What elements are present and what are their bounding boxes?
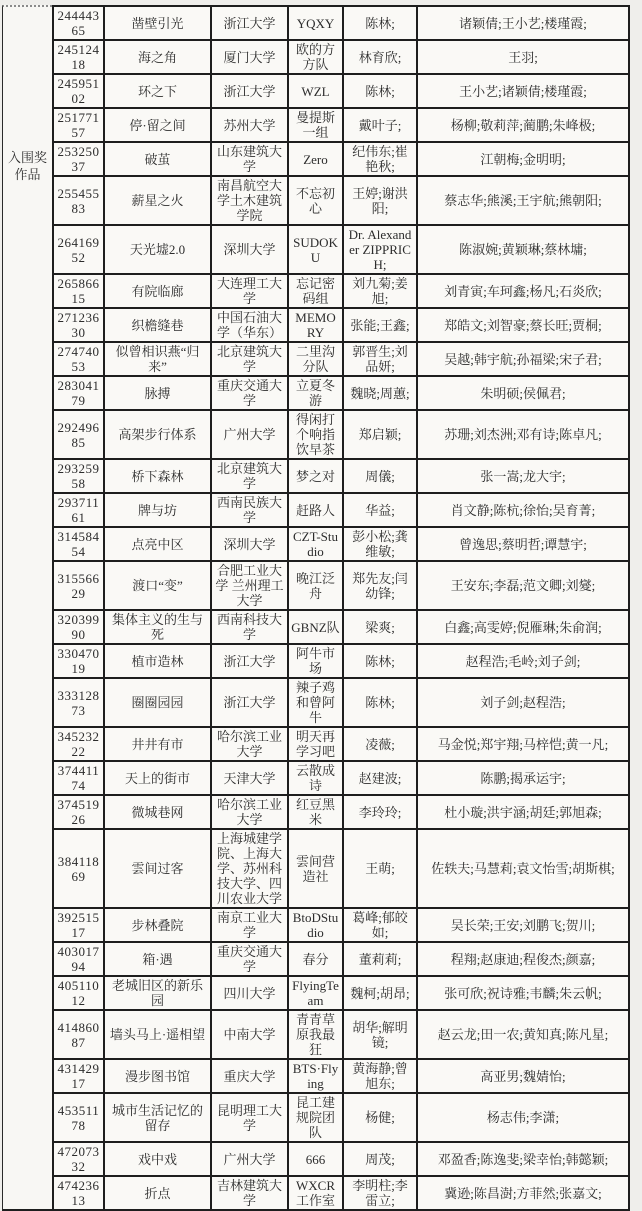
cell-work-title: 有院临廊	[104, 274, 211, 308]
cell-entry-id: 24444365	[53, 6, 104, 40]
cell-advisors: 赵建波;	[343, 761, 417, 795]
table-row	[53, 1176, 629, 1210]
cell-advisors: 李明柱;李雷立;	[343, 1176, 417, 1210]
cell-members: 蔡志华;熊溪;王宇航;熊朝阳;	[417, 176, 629, 225]
cell-university: 大连理工大学	[211, 274, 288, 308]
cell-work-title: 墙头马上·遥相望	[104, 1010, 211, 1059]
cell-team-name: 红豆黑米	[288, 795, 343, 829]
table-row	[53, 342, 629, 376]
cell-university: 广州大学	[211, 410, 288, 459]
cell-advisors: 陈林;	[343, 74, 417, 108]
cell-entry-id: 25545583	[53, 176, 104, 225]
cell-advisors: 周儀;	[343, 459, 417, 493]
cell-university: 重庆大学	[211, 1059, 288, 1093]
cell-advisors: 董莉莉;	[343, 942, 417, 976]
cell-entry-id: 47423613	[53, 1176, 104, 1210]
cell-team-name: 青青草原我最狂	[288, 1010, 343, 1059]
cell-entry-id: 31458454	[53, 527, 104, 561]
cell-entry-id: 34523222	[53, 727, 104, 761]
cell-work-title: 城市生活记忆的留存	[104, 1093, 211, 1142]
table-row	[53, 108, 629, 142]
cell-advisors: 郭晋生;刘品妍;	[343, 342, 417, 376]
table-row	[53, 527, 629, 561]
table-row	[53, 644, 629, 678]
cell-team-name: 云散成诗	[288, 761, 343, 795]
cell-advisors: 魏晓;周蕙;	[343, 376, 417, 410]
cell-entry-id: 24512418	[53, 40, 104, 74]
table-row	[53, 274, 629, 308]
cell-team-name: 阿牛市场	[288, 644, 343, 678]
cell-team-name: 曼提斯一组	[288, 108, 343, 142]
cell-university: 浙江大学	[211, 6, 288, 40]
cell-team-name: 忘记密码组	[288, 274, 343, 308]
cell-work-title: 折点	[104, 1176, 211, 1210]
table-row	[53, 1142, 629, 1176]
cell-entry-id: 25177157	[53, 108, 104, 142]
cell-university: 重庆交通大学	[211, 942, 288, 976]
document-sheet	[2, 5, 630, 1211]
cell-entry-id: 29371161	[53, 493, 104, 527]
cell-university: 南昌航空大学土木建筑学院	[211, 176, 288, 225]
table-row	[53, 459, 629, 493]
cell-members: 肖文静;陈杭;徐怡;吴育菁;	[417, 493, 629, 527]
cell-entry-id: 40301794	[53, 942, 104, 976]
cell-advisors: 李玲玲;	[343, 795, 417, 829]
cell-members: 王小艺;诸颖倩;楼瑾霞;	[417, 74, 629, 108]
table-row	[53, 40, 629, 74]
cell-advisors: 林育欣;	[343, 40, 417, 74]
cell-university: 厦门大学	[211, 40, 288, 74]
cell-advisors: 陈林;	[343, 678, 417, 727]
cell-advisors: 王婷;谢洪阳;	[343, 176, 417, 225]
cell-advisors: 梁爽;	[343, 610, 417, 644]
cell-team-name: 明天再学习吧	[288, 727, 343, 761]
table-row	[53, 561, 629, 610]
cell-team-name: 立夏冬游	[288, 376, 343, 410]
cell-team-name: 春分	[288, 942, 343, 976]
cell-members: 佐轶夫;马慧莉;袁文怡雪;胡斯棋;	[417, 829, 629, 908]
cell-team-name: 梦之对	[288, 459, 343, 493]
cell-entry-id: 33047019	[53, 644, 104, 678]
cell-members: 江朝梅;金明明;	[417, 142, 629, 176]
cell-entry-id: 45351178	[53, 1093, 104, 1142]
cell-entry-id: 38411869	[53, 829, 104, 908]
table-row	[53, 1010, 629, 1059]
cell-university: 山东建筑大学	[211, 142, 288, 176]
cell-work-title: 漫步图书馆	[104, 1059, 211, 1093]
cell-entry-id: 43142917	[53, 1059, 104, 1093]
table-row	[53, 376, 629, 410]
table-row	[53, 74, 629, 108]
cell-work-title: 雲间过客	[104, 829, 211, 908]
cell-team-name: BtoDStudio	[288, 908, 343, 942]
cell-entry-id: 26586615	[53, 274, 104, 308]
cell-team-name: BTS·Flying	[288, 1059, 343, 1093]
table-row	[53, 942, 629, 976]
cell-entry-id: 37451926	[53, 795, 104, 829]
table-row	[53, 829, 629, 908]
cell-members: 郑皓文;刘智豪;蔡长旺;贾桐;	[417, 308, 629, 342]
table-row	[53, 727, 629, 761]
cell-work-title: 植市造林	[104, 644, 211, 678]
cell-advisors: Dr. Alexander ZIPPRICH;	[343, 225, 417, 274]
cell-work-title: 桥下森林	[104, 459, 211, 493]
table-row	[53, 761, 629, 795]
cell-advisors: 杨健;	[343, 1093, 417, 1142]
cell-advisors: 张能;王鑫;	[343, 308, 417, 342]
cell-work-title: 环之下	[104, 74, 211, 108]
cell-work-title: 天光墟2.0	[104, 225, 211, 274]
cell-advisors: 郑先友;闫幼锋;	[343, 561, 417, 610]
cell-members: 高亚男;魏婧怡;	[417, 1059, 629, 1093]
cell-team-name: 辣子鸡和曾阿牛	[288, 678, 343, 727]
cell-entry-id: 33312873	[53, 678, 104, 727]
cell-university: 北京建筑大学	[211, 459, 288, 493]
table-row	[53, 6, 629, 40]
cell-university: 浙江大学	[211, 644, 288, 678]
table-row	[53, 795, 629, 829]
cell-team-name: 666	[288, 1142, 343, 1176]
cell-entry-id: 27474053	[53, 342, 104, 376]
cell-work-title: 渡口“变”	[104, 561, 211, 610]
cell-university: 北京建筑大学	[211, 342, 288, 376]
cell-team-name: Zero	[288, 142, 343, 176]
table-row	[53, 225, 629, 274]
cell-advisors: 王萌;	[343, 829, 417, 908]
table-row	[53, 308, 629, 342]
cell-advisors: 黄海静;曾旭东;	[343, 1059, 417, 1093]
cell-members: 赵程浩;毛岭;刘子剑;	[417, 644, 629, 678]
cell-advisors: 戴叶子;	[343, 108, 417, 142]
cell-members: 张一嵩;龙大宇;	[417, 459, 629, 493]
cell-team-name: WZL	[288, 74, 343, 108]
cell-entry-id: 37441174	[53, 761, 104, 795]
cell-university: 吉林建筑大学	[211, 1176, 288, 1210]
category-column	[2, 5, 52, 1211]
cell-university: 中国石油大学（华东）	[211, 308, 288, 342]
cell-advisors: 陈林;	[343, 644, 417, 678]
cell-entry-id: 41486087	[53, 1010, 104, 1059]
cell-team-name: 欧的方方队	[288, 40, 343, 74]
cell-team-name: 晚江泛舟	[288, 561, 343, 610]
cell-work-title: 高架步行体系	[104, 410, 211, 459]
cell-work-title: 老城旧区的新乐园	[104, 976, 211, 1010]
cell-members: 杨柳;敬莉萍;蔺鹏;朱峰极;	[417, 108, 629, 142]
cell-work-title: 似曾相识燕“归来”	[104, 342, 211, 376]
table-row	[53, 976, 629, 1010]
cell-members: 白鑫;高雯婷;倪雁琳;朱俞润;	[417, 610, 629, 644]
cell-team-name: FlyingTeam	[288, 976, 343, 1010]
cell-members: 刘子剑;赵程浩;	[417, 678, 629, 727]
cell-members: 马金悦;郑宇翔;马梓恺;黄一凡;	[417, 727, 629, 761]
cell-team-name: 二里沟分队	[288, 342, 343, 376]
cell-work-title: 海之角	[104, 40, 211, 74]
table-row	[53, 1093, 629, 1142]
cell-members: 吴长荣;王安;刘鹏飞;贺川;	[417, 908, 629, 942]
cell-advisors: 彭小松;龚维敏;	[343, 527, 417, 561]
cell-work-title: 牌与坊	[104, 493, 211, 527]
cell-team-name: 雲间营造社	[288, 829, 343, 908]
cell-work-title: 停·留之间	[104, 108, 211, 142]
finalist-entries-table	[52, 5, 630, 1211]
cell-members: 曾逸思;蔡明哲;谭慧宇;	[417, 527, 629, 561]
cell-university: 浙江大学	[211, 74, 288, 108]
cell-university: 广州大学	[211, 1142, 288, 1176]
cell-work-title: 集体主义的生与死	[104, 610, 211, 644]
cell-members: 邓盈香;陈逸斐;梁幸怡;韩懿颖;	[417, 1142, 629, 1176]
cell-members: 杜小璇;洪宇涵;胡廷;郭旭森;	[417, 795, 629, 829]
cell-entry-id: 29249685	[53, 410, 104, 459]
cell-university: 哈尔滨工业大学	[211, 727, 288, 761]
cell-members: 冀逊;陈昌澍;方菲然;张嘉文;	[417, 1176, 629, 1210]
cell-university: 上海城建学院、上海大学、苏州科技大学、四川农业大学	[211, 829, 288, 908]
cell-university: 合肥工业大学 兰州理工大学	[211, 561, 288, 610]
cell-entry-id: 27123630	[53, 308, 104, 342]
cell-advisors: 刘九菊;姜旭;	[343, 274, 417, 308]
cell-university: 哈尔滨工业大学	[211, 795, 288, 829]
cell-advisors: 魏柯;胡昂;	[343, 976, 417, 1010]
cell-team-name: 不忘初心	[288, 176, 343, 225]
cell-team-name: CZT-Studio	[288, 527, 343, 561]
table-row	[53, 493, 629, 527]
cell-members: 刘青寅;车珂鑫;杨凡;石炎欣;	[417, 274, 629, 308]
cell-advisors: 纪伟东;崔艳秋;	[343, 142, 417, 176]
table-row	[53, 610, 629, 644]
cell-work-title: 微城巷网	[104, 795, 211, 829]
cell-university: 四川大学	[211, 976, 288, 1010]
cell-work-title: 步林叠院	[104, 908, 211, 942]
cell-advisors: 胡华;解明镜;	[343, 1010, 417, 1059]
table-row	[53, 142, 629, 176]
cell-university: 昆明理工大学	[211, 1093, 288, 1142]
cell-entry-id: 39251517	[53, 908, 104, 942]
cell-entry-id: 29325958	[53, 459, 104, 493]
cell-team-name: MEMORY	[288, 308, 343, 342]
cell-entry-id: 26416952	[53, 225, 104, 274]
cell-work-title: 箱·遇	[104, 942, 211, 976]
cell-team-name: 昆工建规院团队	[288, 1093, 343, 1142]
cell-work-title: 井井有市	[104, 727, 211, 761]
table-row	[53, 678, 629, 727]
cell-work-title: 脉搏	[104, 376, 211, 410]
cell-members: 诸颖倩;王小艺;楼瑾霞;	[417, 6, 629, 40]
cell-work-title: 薪星之火	[104, 176, 211, 225]
table-row	[53, 1059, 629, 1093]
table-row	[53, 176, 629, 225]
cell-university: 西南民族大学	[211, 493, 288, 527]
cell-work-title: 破茧	[104, 142, 211, 176]
cell-team-name: GBNZ队	[288, 610, 343, 644]
cell-university: 天津大学	[211, 761, 288, 795]
cell-work-title: 点亮中区	[104, 527, 211, 561]
cell-university: 中南大学	[211, 1010, 288, 1059]
cell-entry-id: 47207332	[53, 1142, 104, 1176]
cell-team-name: SUDOKU	[288, 225, 343, 274]
cell-members: 张可欣;祝诗雅;韦麟;朱云帆;	[417, 976, 629, 1010]
cell-advisors: 华益;	[343, 493, 417, 527]
cell-members: 朱明硕;侯佩君;	[417, 376, 629, 410]
cell-university: 深圳大学	[211, 225, 288, 274]
cell-entry-id: 40511012	[53, 976, 104, 1010]
cell-university: 西南科技大学	[211, 610, 288, 644]
cell-work-title: 织檐缝巷	[104, 308, 211, 342]
cell-entry-id: 28304179	[53, 376, 104, 410]
cell-members: 王安东;李磊;范文卿;刘夑;	[417, 561, 629, 610]
cell-advisors: 葛峰;郁皎如;	[343, 908, 417, 942]
cell-members: 杨志伟;李潇;	[417, 1093, 629, 1142]
cell-team-name: YQXY	[288, 6, 343, 40]
cell-advisors: 陈林;	[343, 6, 417, 40]
cell-work-title: 天上的街市	[104, 761, 211, 795]
cell-team-name: 赶路人	[288, 493, 343, 527]
cell-members: 陈鹏;揭承运宇;	[417, 761, 629, 795]
cell-entry-id: 32039990	[53, 610, 104, 644]
cell-university: 苏州大学	[211, 108, 288, 142]
cell-university: 重庆交通大学	[211, 376, 288, 410]
table-row	[53, 908, 629, 942]
cell-members: 王羽;	[417, 40, 629, 74]
cell-team-name: WXCR工作室	[288, 1176, 343, 1210]
cell-advisors: 周茂;	[343, 1142, 417, 1176]
cell-team-name: 得闲打个响指饮早茶	[288, 410, 343, 459]
cell-advisors: 凌薇;	[343, 727, 417, 761]
cell-members: 赵云龙;田一农;黄知真;陈凡星;	[417, 1010, 629, 1059]
category-label: 入围奖作品	[7, 150, 47, 182]
cell-university: 浙江大学	[211, 678, 288, 727]
cell-advisors: 郑启颖;	[343, 410, 417, 459]
cell-members: 程翔;赵康迪;程俊杰;颜嘉;	[417, 942, 629, 976]
cell-members: 苏珊;刘杰洲;邓有诗;陈卓凡;	[417, 410, 629, 459]
cell-work-title: 圈圈园园	[104, 678, 211, 727]
cell-work-title: 戏中戏	[104, 1142, 211, 1176]
cell-work-title: 凿壁引光	[104, 6, 211, 40]
table-row	[53, 410, 629, 459]
cell-members: 陈淑婉;黄颖琳;蔡林墉;	[417, 225, 629, 274]
cell-entry-id: 31556629	[53, 561, 104, 610]
cell-entry-id: 24595102	[53, 74, 104, 108]
cell-university: 南京工业大学	[211, 908, 288, 942]
cell-entry-id: 25325037	[53, 142, 104, 176]
cell-university: 深圳大学	[211, 527, 288, 561]
cell-members: 吴越;韩宇航;孙福梁;宋子君;	[417, 342, 629, 376]
